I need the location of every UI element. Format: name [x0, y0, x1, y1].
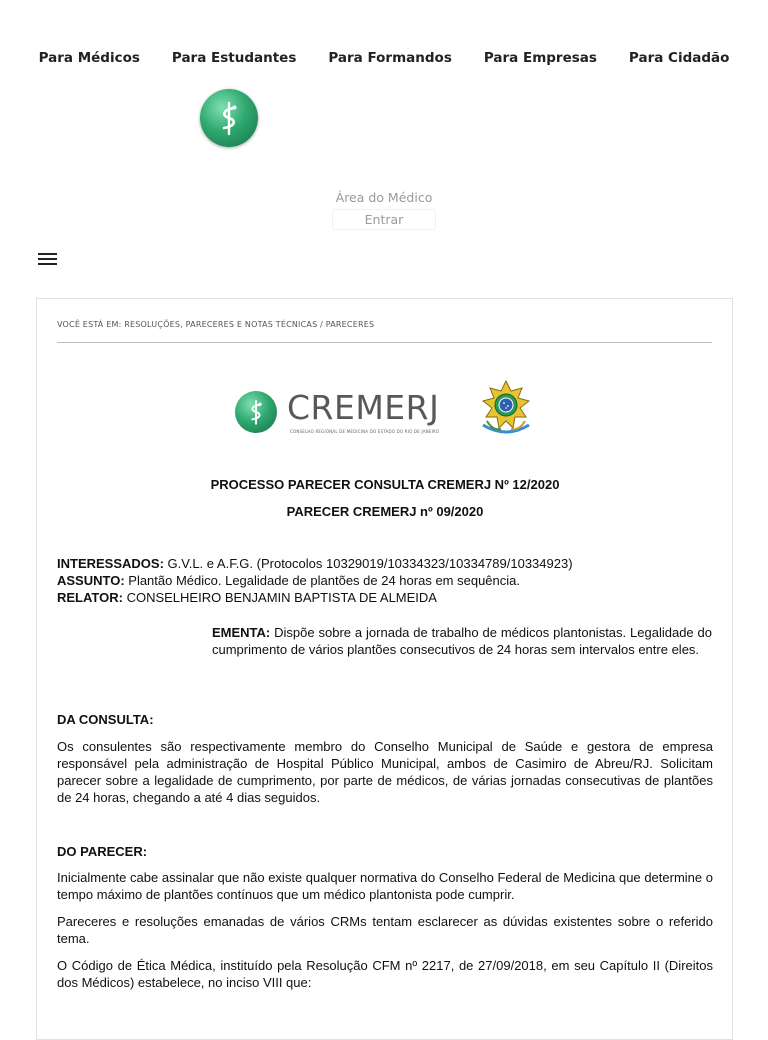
- brazil-coat-of-arms-icon: [477, 379, 535, 439]
- relator-value: CONSELHEIRO BENJAMIN BAPTISTA DE ALMEIDA: [122, 590, 437, 605]
- interessados-label: INTERESSADOS:: [57, 556, 164, 571]
- assunto-line: [57, 572, 713, 589]
- breadcrumb-divider: [57, 342, 712, 343]
- parecer-heading: DO PARECER:: [57, 844, 148, 859]
- caduceus-icon: [245, 398, 267, 426]
- assunto-value: Plantão Médico. Legalidade de plantões de 24 horas em sequência.: [124, 573, 520, 588]
- consulta-heading: DA CONSULTA:: [57, 712, 154, 727]
- interessados-line: [57, 555, 713, 572]
- cremerj-header-logo: [235, 379, 535, 439]
- relator-line: [57, 589, 713, 606]
- process-title: PROCESSO PARECER CONSULTA CREMERJ Nº 12/2020: [210, 477, 560, 492]
- ementa-text: Dispõe sobre a jornada de trabalho de médicos plantonistas. Legalidade do cumprimento de vários plantões consecutivos de 24 horas sem intervalos entre eles.: [212, 625, 712, 657]
- nav-para-cidadao[interactable]: Para Cidadão: [628, 50, 730, 66]
- parecer-paragraph-3: O Código de Ética Médica, instituído pela Resolução CFM nº 2217, de 27/09/2018, em seu Capítulo II (Direitos dos Médicos) estabelece, no inciso VIII que:: [57, 958, 713, 990]
- medico-area: [0, 190, 768, 230]
- document-meta: [57, 555, 713, 606]
- parecer-title: PARECER CREMERJ nº 09/2020: [286, 504, 484, 519]
- breadcrumb: [57, 320, 374, 329]
- ementa-block: [212, 624, 712, 658]
- relator-label: RELATOR:: [57, 590, 123, 605]
- cremerj-seal: [235, 391, 277, 433]
- breadcrumb-prefix: VOCÊ ESTÁ EM:: [57, 320, 122, 329]
- content-card: [36, 298, 733, 1040]
- nav-para-formandos[interactable]: Para Formandos: [328, 50, 452, 66]
- nav-para-estudantes[interactable]: Para Estudantes: [171, 50, 297, 66]
- breadcrumb-path[interactable]: RESOLUÇÕES, PARECERES E NOTAS TÉCNICAS / PARECERES: [124, 320, 375, 329]
- cremerj-wordmark: CREMERJ: [287, 388, 440, 427]
- ementa-label: EMENTA:: [212, 625, 271, 640]
- menu-icon[interactable]: [38, 253, 57, 267]
- nav-para-medicos[interactable]: Para Médicos: [38, 50, 140, 66]
- cremerj-subtitle: CONSELHO REGIONAL DE MEDICINA DO ESTADO DO RIO DE JANEIRO: [290, 429, 440, 434]
- parecer-paragraph-2: Pareceres e resoluções emanadas de vários CRMs tentam esclarecer as dúvidas existentes sobre o referido tema.: [57, 914, 713, 946]
- area-medico-label: Área do Médico: [335, 190, 433, 205]
- caduceus-icon: [214, 99, 244, 137]
- top-navigation: [0, 50, 768, 66]
- parecer-paragraph-1: Inicialmente cabe assinalar que não existe qualquer normativa do Conselho Federal de Medicina que determine o tempo máximo de plantões contínuos que um médico plantonista pode cumprir.: [57, 870, 713, 902]
- consulta-paragraph: Os consulentes são respectivamente membro do Conselho Municipal de Saúde e gestora de empresa responsável pela administração de Hospital Público Municipal, ambos de Casimiro de Abreu/RJ. Solicitam parecer sobre a legalidade de cumprimento, por parte de médicos, de várias jornadas consecutivas de plantões de 24 horas, chegando a até 4 dias seguidos.: [57, 739, 713, 805]
- assunto-label: ASSUNTO:: [57, 573, 125, 588]
- interessados-value: G.V.L. e A.F.G. (Protocolos 10329019/10334323/10334789/10334923): [163, 556, 573, 571]
- nav-para-empresas[interactable]: Para Empresas: [483, 50, 597, 66]
- entrar-button[interactable]: Entrar: [332, 209, 437, 230]
- site-logo[interactable]: [200, 89, 258, 147]
